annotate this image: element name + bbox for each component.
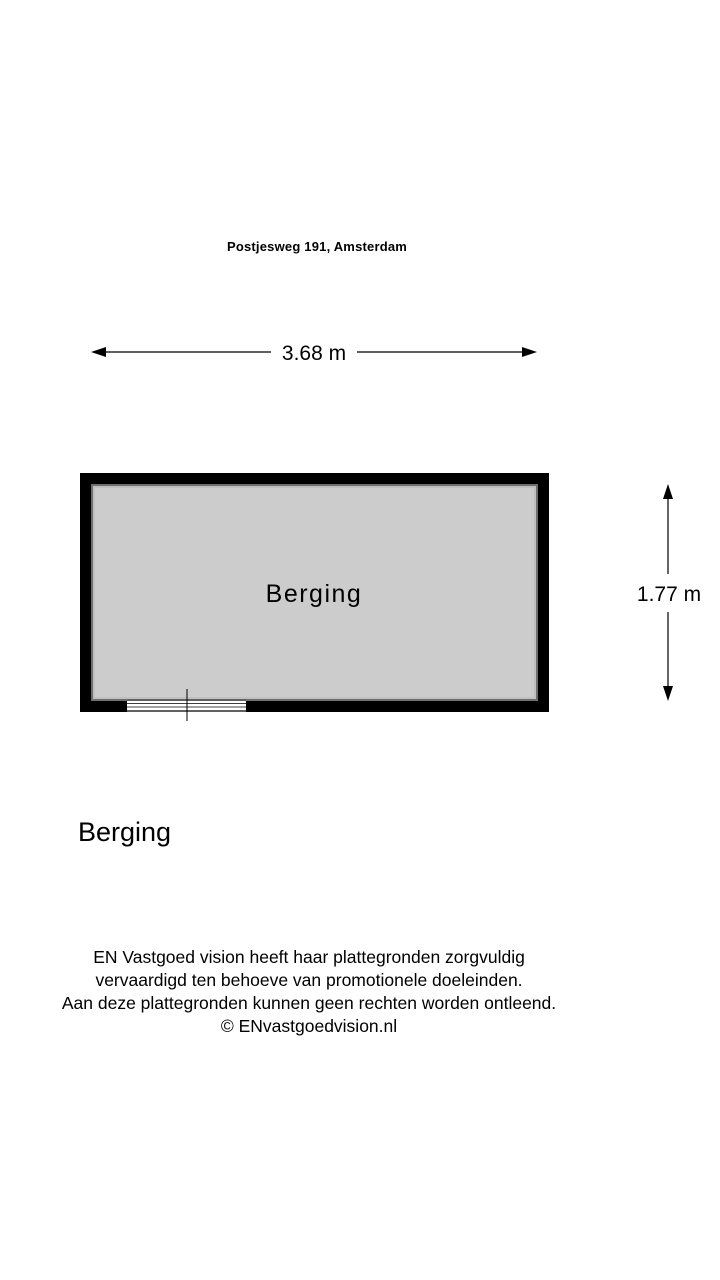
width-dimension-label: 3.68 m xyxy=(281,342,347,365)
property-address: Postjesweg 191, Amsterdam xyxy=(226,239,408,254)
width-dimension xyxy=(91,342,537,365)
floor-name: Berging xyxy=(78,817,172,847)
width-arrow-right-icon xyxy=(522,347,537,357)
disclaimer xyxy=(0,946,618,1038)
height-dimension xyxy=(637,484,701,701)
disclaimer-line-3: Aan deze plattegronden kunnen geen rechten worden ontleend. xyxy=(61,993,557,1013)
room-berging xyxy=(80,473,549,721)
height-arrow-up-icon xyxy=(663,484,673,499)
width-arrow-left-icon xyxy=(91,347,106,357)
height-dimension-label: 1.77 m xyxy=(636,583,702,606)
disclaimer-line-2: vervaardigd ten behoeve van promotionele doeleinden. xyxy=(95,970,523,990)
height-arrow-down-icon xyxy=(663,686,673,701)
copyright-notice: © ENvastgoedvision.nl xyxy=(220,1016,398,1036)
room-label: Berging xyxy=(265,580,363,608)
disclaimer-line-1: EN Vastgoed vision heeft haar plattegronden zorgvuldig xyxy=(93,947,525,967)
